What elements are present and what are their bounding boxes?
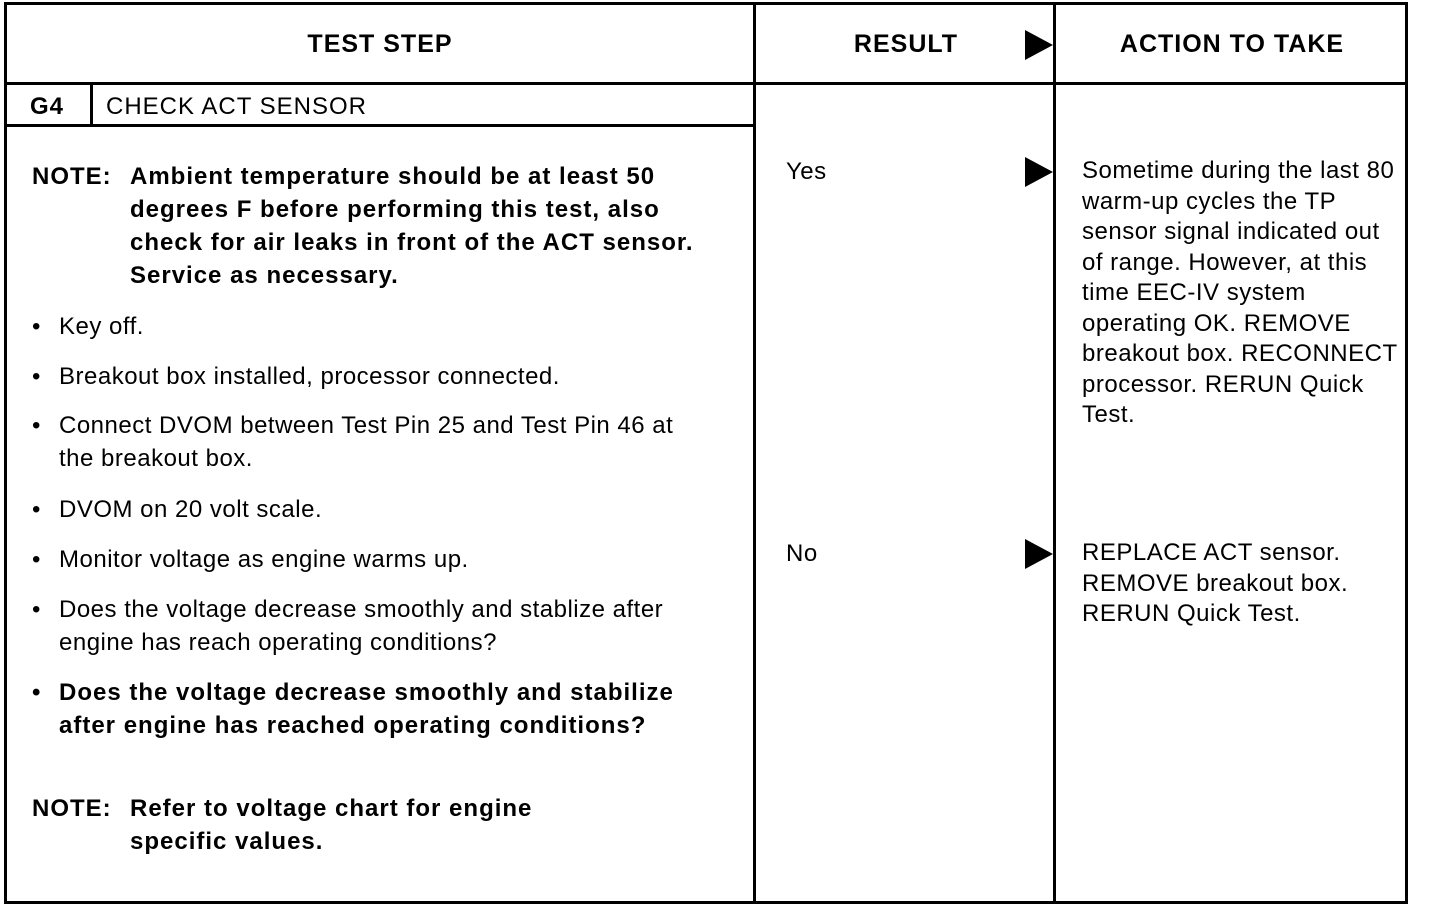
step-id: G4	[30, 93, 65, 120]
header-action: ACTION TO TAKE	[1119, 30, 1345, 58]
action-yes: Sometime during the last 80 warm-up cycles the TP sensor signal indicated out of range. However, at this time EEC-IV system operating OK. REMOVE breakout box. RECONNECT processor. RERUN Quick Test.	[1082, 157, 1398, 428]
result-yes: Yes	[786, 158, 827, 185]
list-item	[32, 409, 692, 475]
bullet-icon: •	[32, 412, 41, 439]
list-item-text: Breakout box installed, processor connected.	[59, 363, 560, 390]
list-item	[32, 360, 722, 393]
list-item-text: Does the voltage decrease smoothly and stabilize after engine has reached operating conditions?	[59, 679, 674, 739]
note-ambient-temperature	[32, 160, 732, 292]
list-item	[32, 676, 692, 742]
note-text: Ambient temperature should be at least 50 degrees F before performing this test, also check for air leaks in front of the ACT sensor. Service as necessary.	[130, 163, 694, 289]
action-no: REPLACE ACT sensor. REMOVE breakout box. RERUN Quick Test.	[1082, 539, 1349, 627]
step-title: CHECK ACT SENSOR	[106, 93, 367, 120]
list-item	[32, 593, 732, 659]
list-item	[32, 543, 722, 576]
bullet-icon: •	[32, 496, 41, 523]
bullet-icon: •	[32, 546, 41, 573]
list-item-text: Connect DVOM between Test Pin 25 and Test Pin 46 at the breakout box.	[59, 412, 674, 472]
result-yes-arrow-icon	[1025, 157, 1053, 187]
list-item	[32, 493, 722, 526]
header-divider	[4, 82, 1408, 85]
list-item-text: DVOM on 20 volt scale.	[59, 496, 323, 523]
bullet-icon: •	[32, 363, 41, 390]
header-test-step: TEST STEP	[307, 30, 453, 58]
column-divider-result	[753, 2, 756, 904]
note-voltage-chart	[32, 792, 632, 858]
bullet-icon: •	[32, 679, 42, 706]
list-item	[32, 310, 722, 343]
step-title-divider	[4, 124, 756, 127]
bullet-icon: •	[32, 313, 41, 340]
list-item-text: Does the voltage decrease smoothly and stablize after engine has reach operating conditions?	[59, 596, 664, 656]
list-item-text: Monitor voltage as engine warms up.	[59, 546, 469, 573]
list-item-text: Key off.	[59, 313, 144, 340]
note-label: NOTE:	[32, 163, 112, 190]
column-divider-action	[1053, 2, 1056, 904]
note-text: Refer to voltage chart for engine specific values.	[130, 795, 533, 855]
note-label: NOTE:	[32, 795, 112, 822]
result-no-arrow-icon	[1025, 539, 1053, 569]
bullet-icon: •	[32, 596, 41, 623]
header-arrow-icon	[1025, 30, 1053, 60]
result-no: No	[786, 540, 818, 567]
step-id-divider	[90, 84, 93, 126]
header-result: RESULT	[853, 30, 959, 58]
